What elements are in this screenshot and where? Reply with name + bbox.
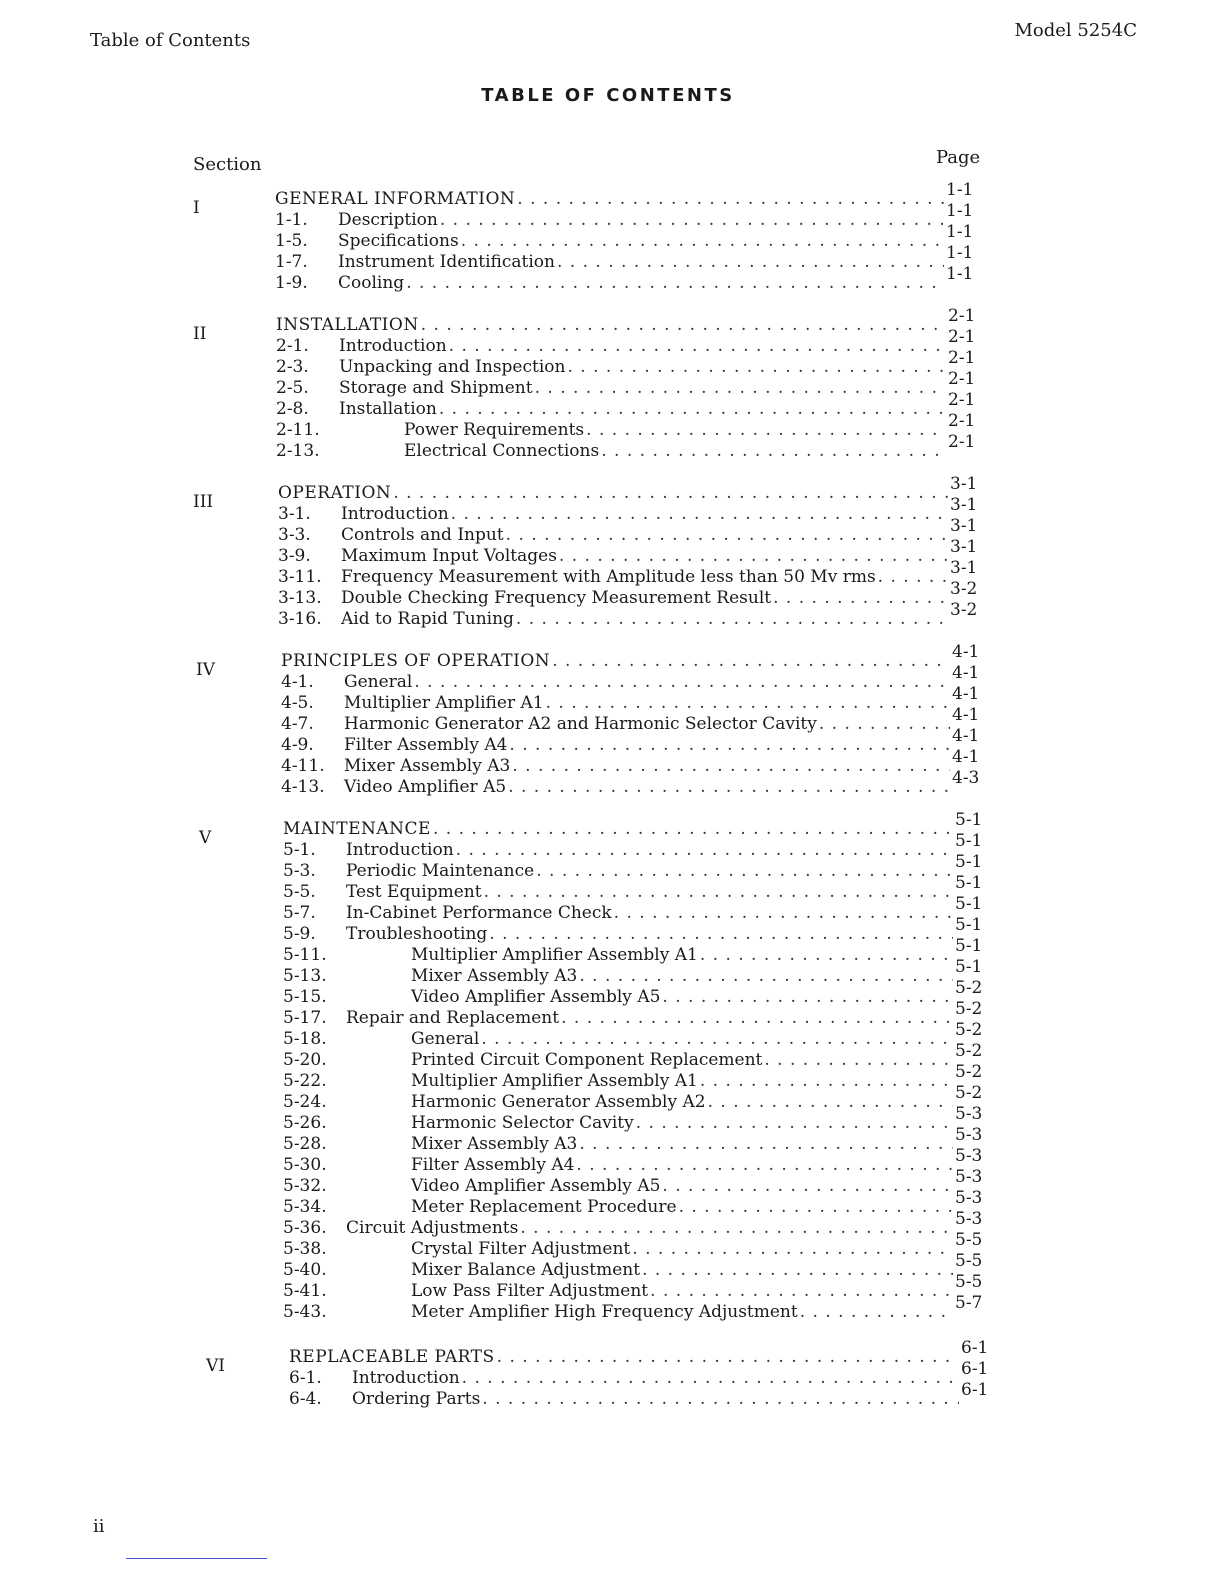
toc-entry[interactable] [283,1104,989,1133]
entry-number: 5-1. [283,840,316,860]
page-ref: 5-2 [955,978,983,998]
entry-title: Description [338,210,438,230]
entry-title: Low Pass Filter Adjustment [411,1281,649,1301]
page-ref: 1-1 [946,243,974,263]
dot-leader [451,504,948,524]
entry-number: 2-8. [276,399,309,419]
dot-leader [579,966,953,986]
page-ref: 4-1 [952,684,980,704]
entry-title: Mixer Assembly A3 [411,966,578,986]
dot-leader [559,546,948,566]
section-roman-numeral: III [193,492,214,512]
dot-leader [632,1239,953,1259]
entry-title: Printed Circuit Component Replacement [411,1050,763,1070]
page-ref: 2-1 [948,411,976,431]
entry-number: 5-40. [283,1260,327,1280]
entry-number: 5-22. [283,1071,327,1091]
entry-title: Installation [339,399,437,419]
page-ref: 5-2 [955,1041,983,1061]
entry-number: 2-5. [276,378,309,398]
entry-title: Introduction [339,336,447,356]
dot-leader [819,714,950,734]
entry-number: 5-11. [283,945,327,965]
entry-number: 5-20. [283,1050,327,1070]
entry-title: Mixer Assembly A3 [411,1134,578,1154]
page-ref: 2-1 [948,348,976,368]
entry-title: Electrical Connections [404,441,600,461]
dot-leader [708,1092,953,1112]
toc-entry[interactable] [283,978,989,1007]
dot-leader [433,819,953,839]
entry-number: 5-28. [283,1134,327,1154]
section-roman-numeral: I [193,198,200,218]
dot-leader [614,903,953,923]
entry-number: 1-1. [275,210,308,230]
entry-title: Instrument Identification [338,252,555,272]
dot-leader [489,924,953,944]
toc-entry[interactable] [283,894,989,923]
toc-entry[interactable] [283,1020,989,1049]
entry-title: General [344,672,413,692]
entry-title: In-Cabinet Performance Check [346,903,612,923]
toc-entry[interactable] [275,201,980,230]
page-ref: 2-1 [948,306,976,326]
toc-entry[interactable] [283,1062,989,1091]
page-ref: 5-1 [955,894,983,914]
page-ref: 5-2 [955,1020,983,1040]
dot-leader [414,672,950,692]
entry-number: 5-34. [283,1197,327,1217]
toc-main-entry[interactable] [283,810,989,839]
dot-leader [601,441,946,461]
footer-page-number: ii [93,1516,105,1537]
toc-entry[interactable] [281,768,986,797]
dot-leader [561,1008,953,1028]
page-ref: 3-2 [950,600,978,620]
entry-number: 5-13. [283,966,327,986]
dot-leader [662,1176,953,1196]
dot-leader [636,1113,953,1133]
entry-title: Periodic Maintenance [346,861,535,881]
page-ref: 4-3 [952,768,980,788]
toc-entry[interactable] [276,411,982,440]
toc-entry[interactable] [283,1209,989,1238]
toc-entry[interactable] [283,915,989,944]
dot-leader [439,399,946,419]
entry-title: Video Amplifier Assembly A5 [411,1176,661,1196]
entry-number: 6-1. [289,1368,322,1388]
entry-title: Harmonic Generator A2 and Harmonic Selector Cavity [344,714,817,734]
toc-entry[interactable] [283,1188,989,1217]
entry-number: 5-36. [283,1218,327,1238]
dot-leader [546,693,950,713]
page-ref: 1-1 [946,180,974,200]
toc-entry[interactable] [283,1125,989,1154]
entry-title: Multiplier Amplifier Assembly A1 [411,945,698,965]
dot-leader [650,1281,953,1301]
entry-number: 4-9. [281,735,314,755]
dot-leader [552,651,950,671]
dot-leader [509,735,950,755]
page-ref: 5-3 [955,1104,983,1124]
page-ref: 5-3 [955,1146,983,1166]
toc-main-entry[interactable] [281,642,986,671]
entry-title: Mixer Balance Adjustment [411,1260,641,1280]
toc-entry[interactable] [283,831,989,860]
section-roman-numeral: V [199,828,212,848]
entry-number: 3-9. [278,546,311,566]
header-right: Model 5254C [1014,20,1137,41]
dot-leader [484,882,953,902]
page-ref: 4-1 [952,663,980,683]
toc-entry[interactable] [283,852,989,881]
dot-leader [878,567,948,587]
dot-leader [557,252,944,272]
entry-title: Crystal Filter Adjustment [411,1239,631,1259]
page-ref: 5-1 [955,852,983,872]
dot-leader [764,1050,953,1070]
entry-title: Multiplier Amplifier Assembly A1 [411,1071,698,1091]
entry-title: Unpacking and Inspection [339,357,566,377]
entry-number: 1-5. [275,231,308,251]
entry-number: 2-1. [276,336,309,356]
entry-title: Ordering Parts [352,1389,481,1409]
entry-number: 5-32. [283,1176,327,1196]
toc-entry[interactable] [278,495,984,524]
entry-title: Video Amplifier Assembly A5 [411,987,661,1007]
dot-leader [536,861,953,881]
entry-number: 3-13. [278,588,322,608]
entry-title: Introduction [341,504,449,524]
page-title: TABLE OF CONTENTS [481,85,735,106]
page-ref: 5-1 [955,915,983,935]
toc-entry[interactable] [289,1380,995,1409]
entry-number: 1-7. [275,252,308,272]
entry-number: 5-9. [283,924,316,944]
entry-number: 1-9. [275,273,308,293]
page-ref: 1-1 [946,264,974,284]
entry-number: 5-15. [283,987,327,1007]
toc-entry[interactable] [281,726,986,755]
page-ref: 5-5 [955,1251,983,1271]
entry-number: 5-38. [283,1239,327,1259]
dot-leader [393,483,948,503]
toc-main-entry[interactable] [278,474,984,503]
page-ref: 4-1 [952,642,980,662]
entry-number: 4-11. [281,756,325,776]
entry-title: Repair and Replacement [346,1008,560,1028]
section-title: INSTALLATION [276,315,419,335]
dot-leader [506,525,948,545]
section-roman-numeral: VI [206,1356,225,1376]
entry-number: 4-5. [281,693,314,713]
section-title: MAINTENANCE [283,819,431,839]
section-roman-numeral: IV [196,660,215,680]
toc-entry[interactable] [276,369,982,398]
entry-number: 3-16. [278,609,322,629]
page-ref: 3-2 [950,579,978,599]
dot-leader [440,210,944,230]
page-ref: 6-1 [961,1338,989,1358]
dot-leader [456,840,953,860]
toc-entry[interactable] [275,222,980,251]
entry-title: Power Requirements [404,420,585,440]
toc-entry[interactable] [278,537,984,566]
dot-leader [662,987,953,1007]
entry-title: Mixer Assembly A3 [344,756,511,776]
entry-title: Circuit Adjustments [346,1218,519,1238]
page-ref: 4-1 [952,726,980,746]
entry-title: Cooling [338,273,405,293]
page-ref: 5-3 [955,1125,983,1145]
entry-title: Filter Assembly A4 [344,735,508,755]
entry-title: Double Checking Frequency Measurement Result [341,588,772,608]
entry-title: Troubleshooting [346,924,488,944]
entry-title: Maximum Input Voltages [341,546,557,566]
page-ref: 5-1 [955,873,983,893]
page-ref: 1-1 [946,201,974,221]
section-title: REPLACEABLE PARTS [289,1347,495,1367]
toc-main-entry[interactable] [289,1338,995,1367]
page-ref: 3-1 [950,495,978,515]
page-ref: 2-1 [948,390,976,410]
dot-leader [462,1368,959,1388]
entry-title: Harmonic Generator Assembly A2 [411,1092,706,1112]
entry-title: Harmonic Selector Cavity [411,1113,634,1133]
entry-number: 4-13. [281,777,325,797]
page-ref: 3-1 [950,537,978,557]
entry-number: 5-7. [283,903,316,923]
entry-number: 2-11. [276,420,320,440]
toc-entry[interactable] [278,516,984,545]
dot-leader [679,1197,953,1217]
dot-leader [497,1347,959,1367]
toc-entry[interactable] [283,1167,989,1196]
entry-number: 4-7. [281,714,314,734]
page-ref: 3-1 [950,558,978,578]
toc-entry[interactable] [276,432,982,461]
toc-entry[interactable] [289,1359,995,1388]
page-ref: 5-1 [955,831,983,851]
toc-entry[interactable] [283,957,989,986]
page-ref: 5-1 [955,957,983,977]
entry-title: Meter Amplifier High Frequency Adjustment [411,1302,798,1322]
section-title: PRINCIPLES OF OPERATION [281,651,551,671]
entry-title: Introduction [346,840,454,860]
page-ref: 5-3 [955,1188,983,1208]
page-ref: 6-1 [961,1359,989,1379]
entry-number: 5-43. [283,1302,327,1322]
page-ref: 2-1 [948,432,976,452]
toc-entry[interactable] [283,1251,989,1280]
entry-title: Storage and Shipment [339,378,533,398]
entry-number: 3-3. [278,525,311,545]
toc-entry[interactable] [281,705,986,734]
header-left: Table of Contents [90,30,251,51]
page-column-label: Page [936,147,981,168]
entry-number: 2-3. [276,357,309,377]
dot-leader [700,1071,953,1091]
entry-number: 3-1. [278,504,311,524]
toc-entry[interactable] [275,243,980,272]
toc-main-entry[interactable] [276,306,982,335]
dot-leader [517,189,944,209]
page-ref: 4-1 [952,747,980,767]
page-ref: 5-1 [955,810,983,830]
toc-entry[interactable] [283,1146,989,1175]
toc-entry[interactable] [276,348,982,377]
toc-entry[interactable] [278,600,984,629]
page-ref: 5-2 [955,1062,983,1082]
toc-entry[interactable] [283,1293,989,1322]
dot-leader [406,273,944,293]
page-ref: 5-5 [955,1272,983,1292]
section-title: OPERATION [278,483,392,503]
entry-title: Filter Assembly A4 [411,1155,575,1175]
entry-number: 5-3. [283,861,316,881]
dot-leader [773,588,948,608]
page-ref: 3-1 [950,474,978,494]
dot-leader [535,378,946,398]
section-title: GENERAL INFORMATION [275,189,516,209]
section-column-label: Section [193,154,262,175]
dot-leader [421,315,946,335]
page-ref: 5-2 [955,1083,983,1103]
dot-leader [481,1029,953,1049]
page-ref: 2-1 [948,369,976,389]
toc-entry[interactable] [278,579,984,608]
dot-leader [800,1302,953,1322]
dot-leader [482,1389,959,1409]
dot-leader [512,756,950,776]
toc-main-entry[interactable] [275,180,980,209]
entry-number: 4-1. [281,672,314,692]
toc-entry[interactable] [276,327,982,356]
toc-entry[interactable] [283,873,989,902]
dot-leader [516,609,948,629]
toc-entry[interactable] [283,1230,989,1259]
entry-title: Video Amplifier A5 [344,777,507,797]
entry-number: 5-17. [283,1008,327,1028]
toc-entry[interactable] [275,264,980,293]
dot-leader [579,1134,953,1154]
toc-entry[interactable] [283,999,989,1028]
entry-number: 5-24. [283,1092,327,1112]
dot-leader [700,945,953,965]
entry-title: Controls and Input [341,525,504,545]
entry-title: General [411,1029,480,1049]
entry-number: 5-30. [283,1155,327,1175]
entry-number: 5-41. [283,1281,327,1301]
page-ref: 5-5 [955,1230,983,1250]
entry-number: 5-26. [283,1113,327,1133]
toc-entry[interactable] [281,684,986,713]
entry-title: Specifications [338,231,459,251]
entry-title: Introduction [352,1368,460,1388]
toc-entry[interactable] [276,390,982,419]
footer-rule [126,1558,267,1559]
dot-leader [576,1155,953,1175]
page-ref: 1-1 [946,222,974,242]
dot-leader [642,1260,953,1280]
entry-title: Frequency Measurement with Amplitude less than 50 Mv rms [341,567,876,587]
dot-leader [461,231,944,251]
page-ref: 5-3 [955,1167,983,1187]
entry-number: 3-11. [278,567,322,587]
dot-leader [508,777,950,797]
toc-entry[interactable] [281,747,986,776]
section-roman-numeral: II [193,324,207,344]
entry-title: Aid to Rapid Tuning [341,609,514,629]
page-ref: 4-1 [952,705,980,725]
page-ref: 3-1 [950,516,978,536]
page-ref: 5-1 [955,936,983,956]
toc-entry[interactable] [283,1083,989,1112]
toc-entry[interactable] [283,936,989,965]
entry-title: Test Equipment [346,882,482,902]
page-ref: 5-7 [955,1293,983,1313]
toc-entry[interactable] [283,1272,989,1301]
page-ref: 6-1 [961,1380,989,1400]
dot-leader [449,336,946,356]
page-ref: 2-1 [948,327,976,347]
page-ref: 5-2 [955,999,983,1019]
entry-number: 2-13. [276,441,320,461]
dot-leader [586,420,946,440]
entry-title: Meter Replacement Procedure [411,1197,677,1217]
page-ref: 5-3 [955,1209,983,1229]
entry-number: 6-4. [289,1389,322,1409]
dot-leader [567,357,946,377]
entry-number: 5-5. [283,882,316,902]
dot-leader [520,1218,953,1238]
entry-title: Multiplier Amplifier A1 [344,693,544,713]
toc-entry[interactable] [281,663,986,692]
toc-entry[interactable] [283,1041,989,1070]
toc-entry[interactable] [278,558,984,587]
entry-number: 5-18. [283,1029,327,1049]
